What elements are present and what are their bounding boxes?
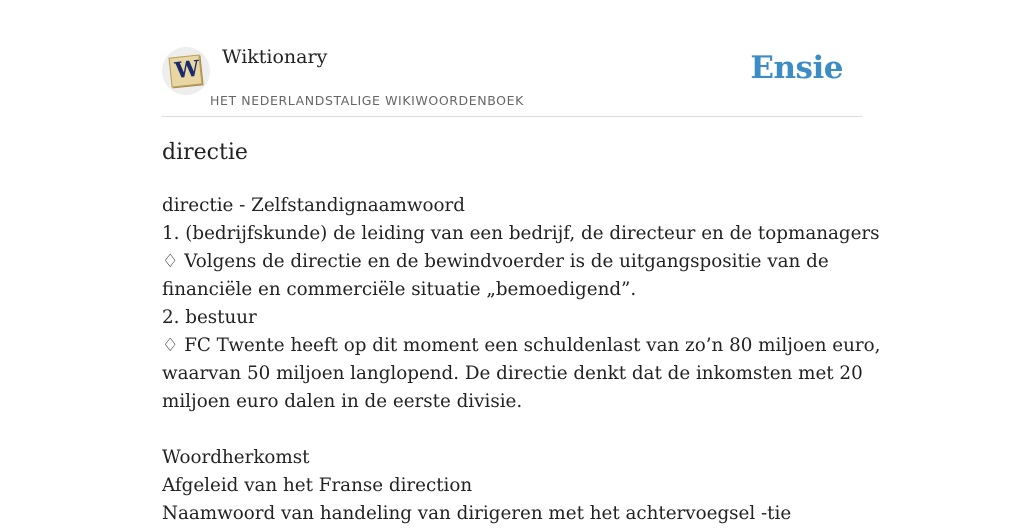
etymology-line-1: Afgeleid van het Franse direction: [162, 475, 473, 496]
letter-tile-icon: [169, 54, 203, 87]
entry-line-blank: [162, 416, 852, 444]
logo-letter: W: [173, 55, 201, 85]
entry-line-example-1a: ♢ Volgens de directie en de bewindvoerder is de uitgangspositie van de: [162, 251, 829, 272]
entry-content: [162, 192, 881, 528]
etymology-line-2: Naamwoord van handeling van dirigeren met het achtervoegsel -tie: [162, 503, 792, 524]
entry-line-example-1b: financiële en commerciële situatie „bemoedigend”.: [162, 279, 637, 300]
site-tagline: HET NEDERLANDSTALIGE WIKIWOORDENBOEK: [210, 93, 524, 108]
site-header: [162, 0, 862, 117]
page-title: directie: [162, 140, 248, 165]
entry-line-example-2c: miljoen euro dalen in de eerste divisie.: [162, 391, 523, 412]
entry-line-definition-1: 1. (bedrijfskunde) de leiding van een bedrijf, de directeur en de topmanagers: [162, 223, 880, 244]
ensie-brand-logo[interactable]: Ensie: [750, 50, 843, 86]
entry-line-definition-2: 2. bestuur: [162, 307, 257, 328]
entry-line-example-2a: ♢ FC Twente heeft op dit moment een schuldenlast van zo’n 80 miljoen euro,: [162, 335, 881, 356]
entry-line-part-of-speech: directie - Zelfstandignaamwoord: [162, 195, 465, 216]
entry-line-example-2b: waarvan 50 miljoen langlopend. De directie denkt dat de inkomsten met 20: [162, 363, 863, 384]
wiktionary-logo[interactable]: [162, 47, 210, 95]
etymology-heading: Woordherkomst: [162, 447, 310, 468]
site-name[interactable]: Wiktionary: [222, 46, 328, 68]
